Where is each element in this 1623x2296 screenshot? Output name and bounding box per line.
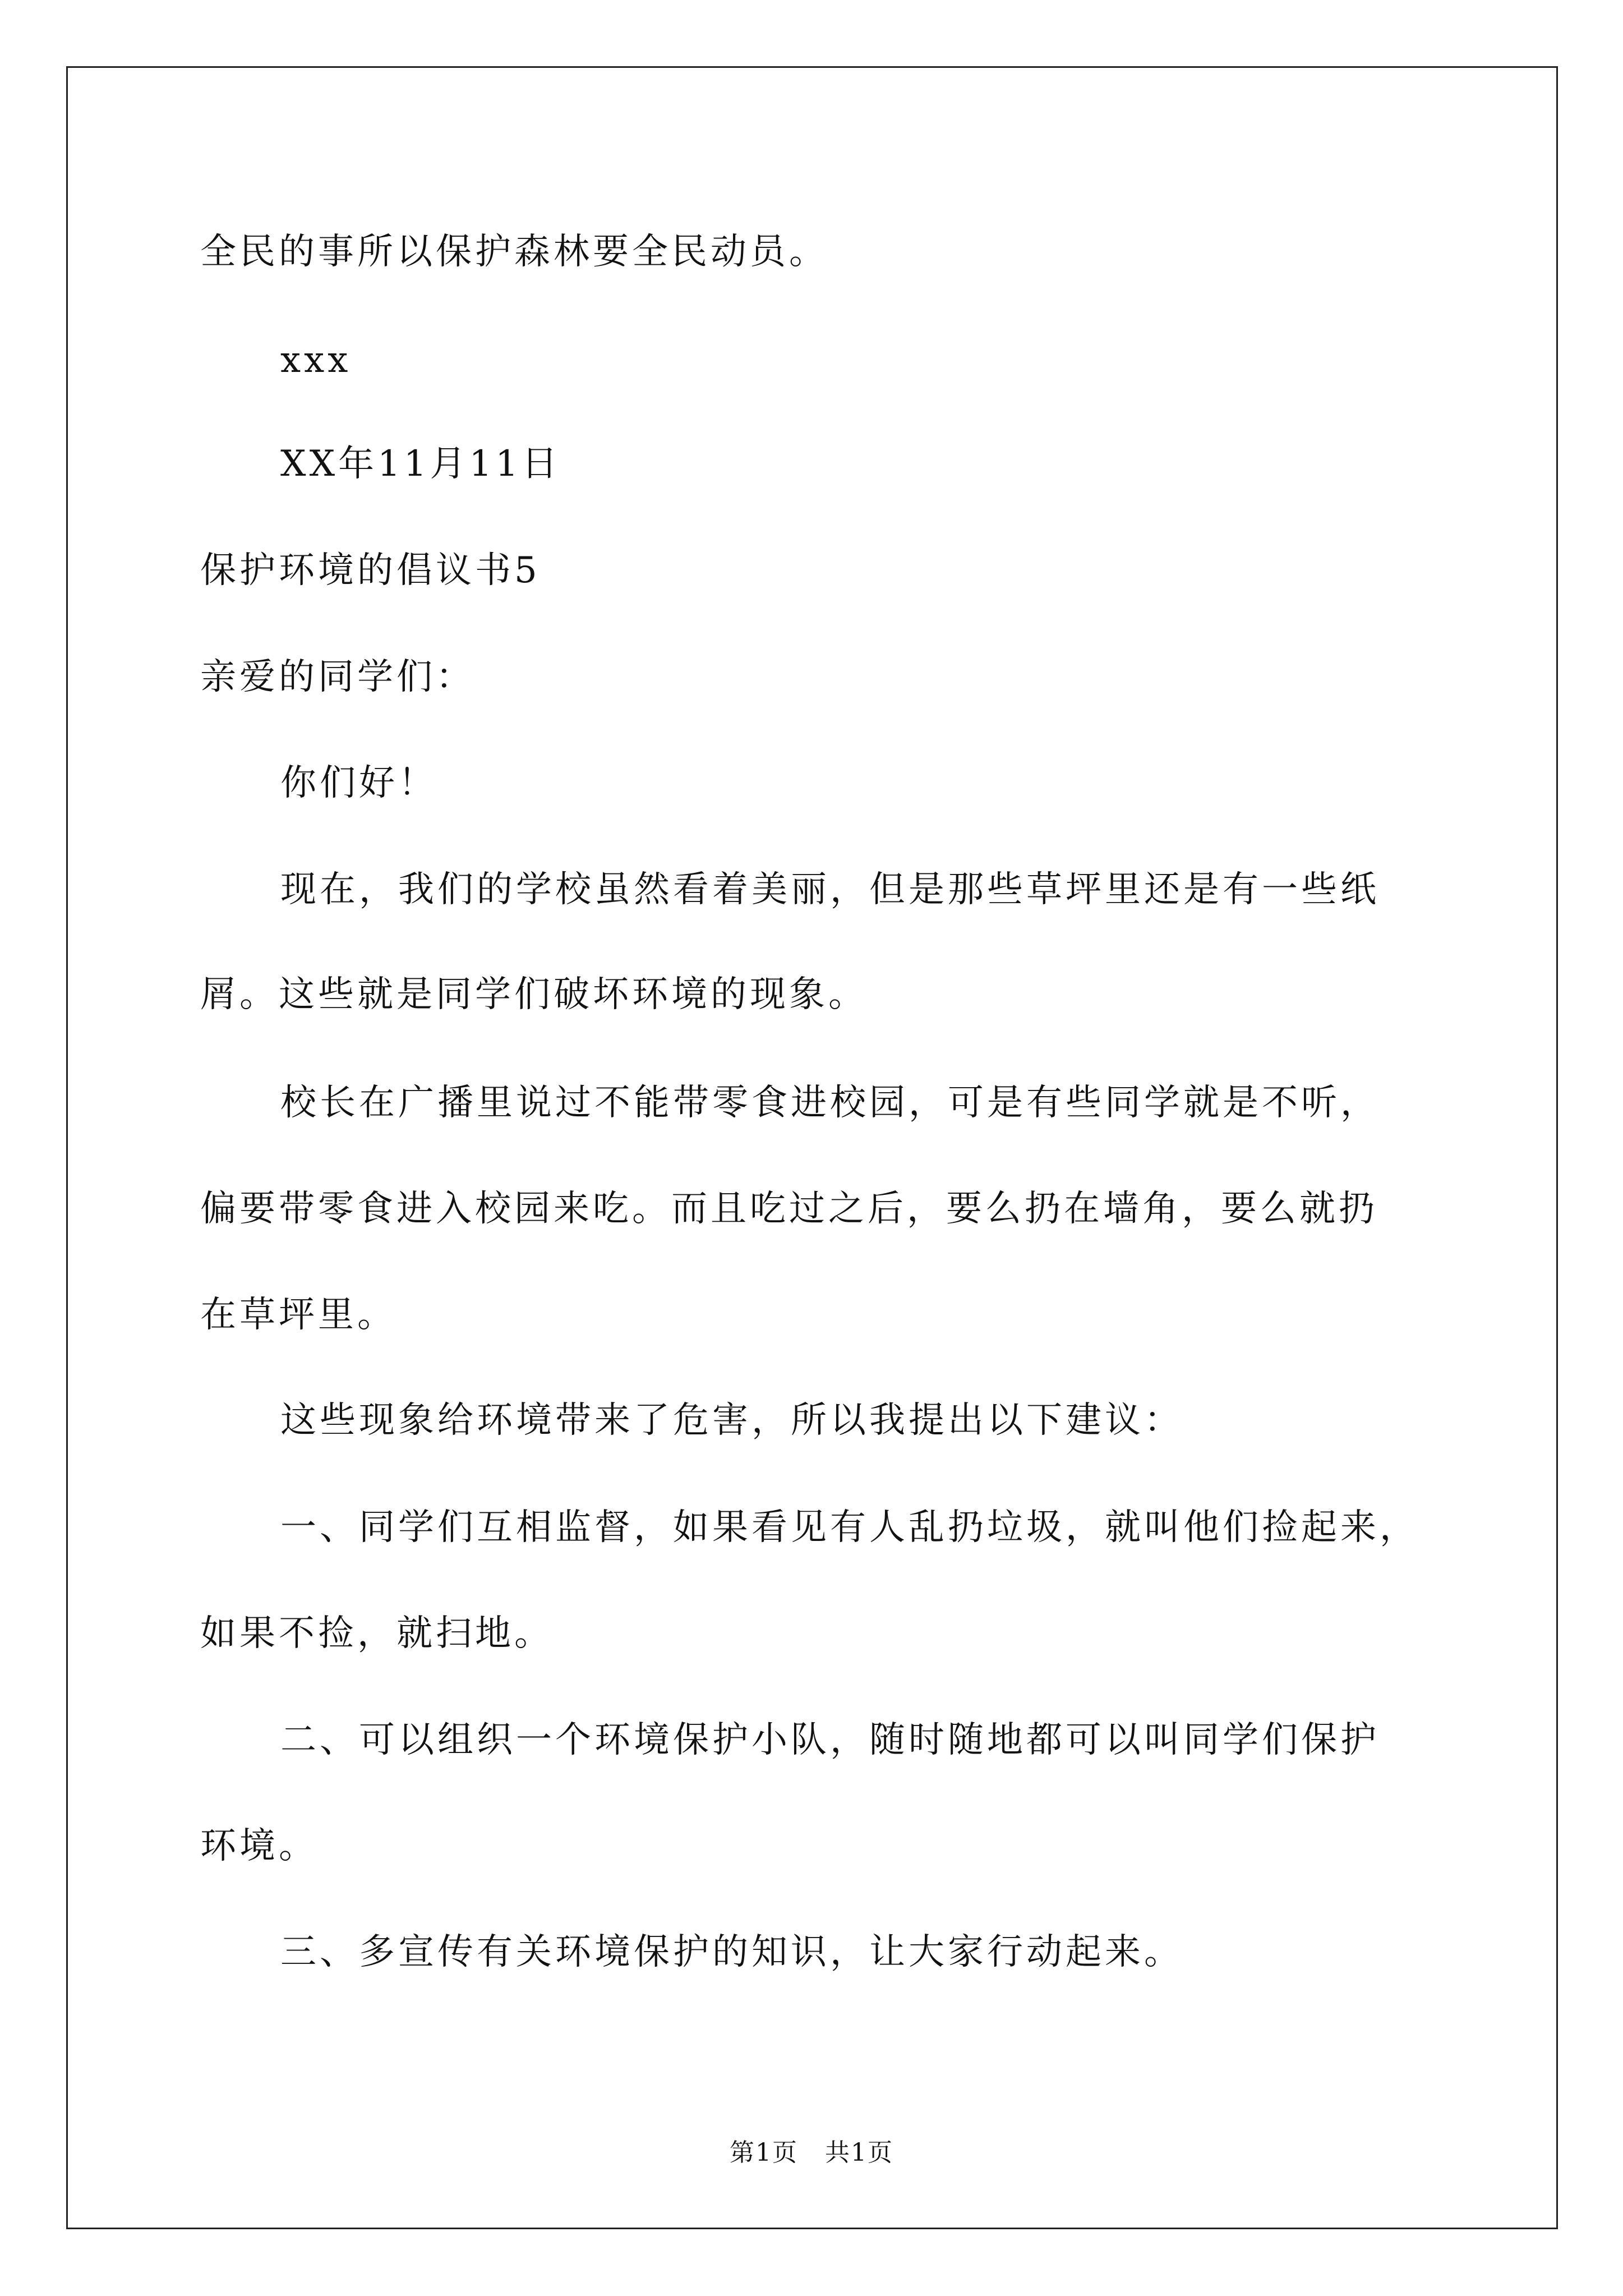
- body-line: 全民的事所以保护森林要全民动员。: [200, 231, 828, 273]
- body-line: 三、多宣传有关环境保护的知识，让大家行动起来。: [280, 1931, 1183, 1973]
- page-border: [66, 66, 1558, 2229]
- body-line: 如果不捡，就扫地。: [200, 1613, 554, 1654]
- signature-date: XX年11月11日: [280, 443, 561, 485]
- body-line: 现在，我们的学校虽然看着美丽，但是那些草坪里还是有一些纸: [280, 869, 1380, 910]
- body-line: 这些现象给环境带来了危害，所以我提出以下建议：: [280, 1400, 1183, 1441]
- body-line: 校长在广播里说过不能带零食进校园，可是有些同学就是不听，: [280, 1082, 1380, 1124]
- body-line: 偏要带零食进入校园来吃。而且吃过之后，要么扔在墙角，要么就扔: [200, 1188, 1378, 1230]
- signature-name: xxx: [280, 339, 352, 381]
- body-line: 一、同学们互相监督，如果看见有人乱扔垃圾，就叫他们捡起来，: [280, 1507, 1419, 1548]
- greeting: 你们好！: [280, 762, 437, 804]
- body-line: 屑。这些就是同学们破坏环境的现象。: [200, 974, 868, 1015]
- body-line: 在草坪里。: [200, 1294, 396, 1336]
- salutation: 亲爱的同学们：: [200, 656, 475, 698]
- page-number-footer: 第1页 共1页: [730, 2138, 893, 2167]
- body-line: 环境。: [200, 1825, 318, 1867]
- body-line: 二、可以组织一个环境保护小队，随时随地都可以叫同学们保护: [280, 1719, 1380, 1761]
- section-title: 保护环境的倡议书5: [200, 550, 541, 591]
